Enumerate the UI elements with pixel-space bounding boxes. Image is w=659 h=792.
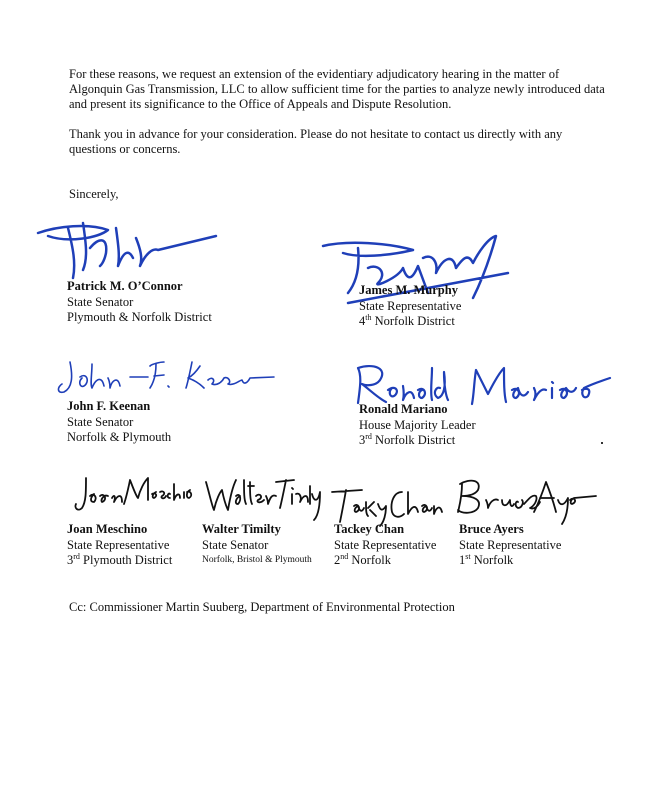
signatory-title: House Majority Leader: [359, 417, 476, 432]
signatory-block-chan: [334, 522, 436, 569]
signatory-title: State Representative: [459, 537, 562, 552]
signatory-block-meschino: [67, 522, 172, 569]
signatory-title: State Senator: [67, 414, 134, 429]
signatory-title: State Representative: [359, 298, 462, 313]
signatory-district: 1st Norfolk: [459, 551, 514, 567]
signatory-title: State Senator: [67, 294, 134, 309]
paragraph-request: For these reasons, we request an extension of the evidentiary adjudicatory hearing in the matter of Algonquin Gas Transmission, LLC to allow sufficient time for the parties to analyze newly introduced data and present its significance to the Office of Appeals and Dispute Resolution.: [69, 67, 605, 111]
stray-mark: [601, 442, 603, 444]
signatory-name: Joan Meschino: [67, 522, 148, 536]
signatory-district: Norfolk & Plymouth: [67, 430, 172, 444]
closing: Sincerely,: [69, 187, 119, 201]
signature-meschino: [68, 470, 193, 520]
signatory-block-mariano: [359, 402, 476, 449]
signature-ayers: [450, 470, 600, 525]
signatory-district: Plymouth & Norfolk District: [67, 310, 212, 324]
signatory-block-keenan: [67, 399, 171, 446]
cc-line: Cc: Commissioner Martin Suuberg, Department of Environmental Protection: [69, 600, 455, 614]
signatory-title: State Representative: [67, 537, 170, 552]
signatory-district: 3rd Norfolk District: [359, 431, 456, 447]
signature-timilty: [202, 472, 322, 522]
signatory-district: Norfolk, Bristol & Plymouth: [202, 555, 312, 565]
signatory-name: John F. Keenan: [67, 399, 151, 413]
signatory-block-oconnor: [67, 279, 212, 326]
signatory-block-timilty: [202, 522, 312, 569]
signatory-district: 4th Norfolk District: [359, 312, 455, 328]
signatory-name: Ronald Mariano: [359, 402, 448, 416]
signature-oconnor: [28, 208, 228, 288]
signatory-name: Walter Timilty: [202, 522, 281, 536]
signatory-district: 2nd Norfolk: [334, 551, 391, 567]
signatory-block-murphy: [359, 283, 461, 330]
signatory-name: James M. Murphy: [359, 283, 458, 297]
signatory-district: 3rd Plymouth District: [67, 551, 173, 567]
signature-keenan: [52, 352, 282, 402]
signatory-name: Bruce Ayers: [459, 522, 524, 536]
paragraph-thanks: Thank you in advance for your consideration. Please do not hesitate to contact us directly with any questions or concerns.: [69, 127, 563, 156]
signatory-title: State Senator: [202, 537, 269, 552]
signatory-name: Tackey Chan: [334, 522, 405, 536]
signature-chan: [328, 482, 443, 526]
signatory-block-ayers: [459, 522, 561, 569]
signatory-name: Patrick M. O’Connor: [67, 279, 183, 293]
signatory-title: State Representative: [334, 537, 437, 552]
